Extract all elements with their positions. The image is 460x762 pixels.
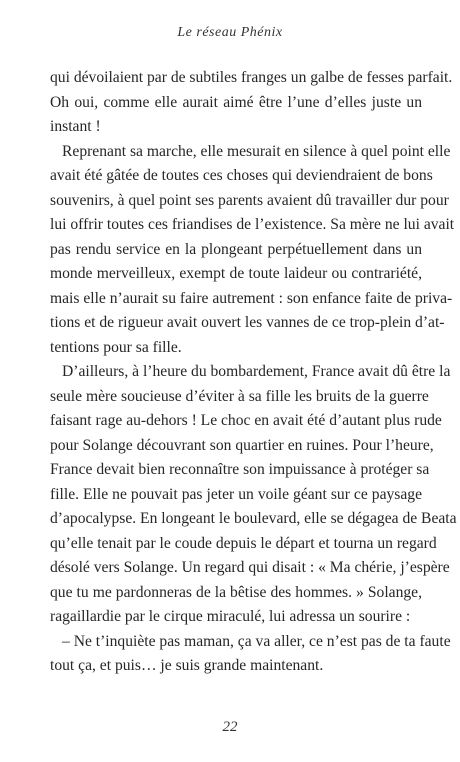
text-line: D’ailleurs, à l’heure du bombardement, France avait dû être la xyxy=(62,363,451,380)
text-line: souvenirs, à quel point ses parents avaient dû travailler dur pour xyxy=(50,191,449,209)
body-text xyxy=(50,66,457,679)
text-line: pour Solange découvrant son quartier en ruines. Pour l’heure, xyxy=(50,436,434,454)
text-line: France devait bien reconnaître son impuissance à protéger sa xyxy=(50,461,430,478)
text-line: faisant rage au-dehors ! Le choc en avait été d’autant plus rude xyxy=(50,412,442,429)
dialogue-line: tout ça, et puis… je suis grande maintenant. xyxy=(50,657,324,674)
text-line: tentions pour sa fille. xyxy=(50,338,182,356)
text-line: monde merveilleux, exempt de toute laideur ou contrariété, xyxy=(50,265,422,282)
text-line: d’apocalypse. En longeant le boulevard, elle se dégagea de Beata xyxy=(50,510,457,527)
text-line: lui offrir toutes ces friandises de l’existence. Sa mère ne lui avait xyxy=(50,216,455,233)
text-line: tions et de rigueur avait ouvert les vannes de ce trop-plein d’at- xyxy=(50,314,445,331)
page-number: 22 xyxy=(222,719,238,735)
text-line: Oh oui, comme elle aurait aimé être l’une d’elles juste un xyxy=(50,93,422,111)
running-header: Le réseau Phénix xyxy=(177,25,283,40)
text-line: désolé vers Solange. Un regard qui disait : « Ma chérie, j’espère xyxy=(50,559,450,576)
text-line: qu’elle tenait par le coude depuis le départ et tourna un regard xyxy=(50,534,437,552)
text-line: pas rendu service en la plongeant perpétuellement dans un xyxy=(50,240,422,258)
text-line: fille. Elle ne pouvait pas jeter un voile géant sur ce paysage xyxy=(50,485,422,503)
text-line: ragaillardie par le cirque miraculé, lui adressa un sourire : xyxy=(50,608,411,625)
text-line: qui dévoilaient par de subtiles franges un galbe de fesses parfait. xyxy=(50,69,453,86)
text-line: mais elle n’aurait su faire autrement : son enfance faite de priva- xyxy=(50,289,453,307)
text-line: seule mère soucieuse d’éviter à sa fille les bruits de la guerre xyxy=(50,387,429,405)
text-line: Reprenant sa marche, elle mesurait en silence à quel point elle xyxy=(62,142,451,160)
dialogue-line: – Ne t’inquiète pas maman, ça va aller, ce n’est pas de ta faute xyxy=(62,632,451,650)
text-line: avait été gâtée de toutes ces choses qui deviendraient de bons xyxy=(50,167,433,184)
text-line: que tu me pardonneras de la bêtise des hommes. » Solange, xyxy=(50,583,422,601)
text-line: instant ! xyxy=(50,118,101,135)
